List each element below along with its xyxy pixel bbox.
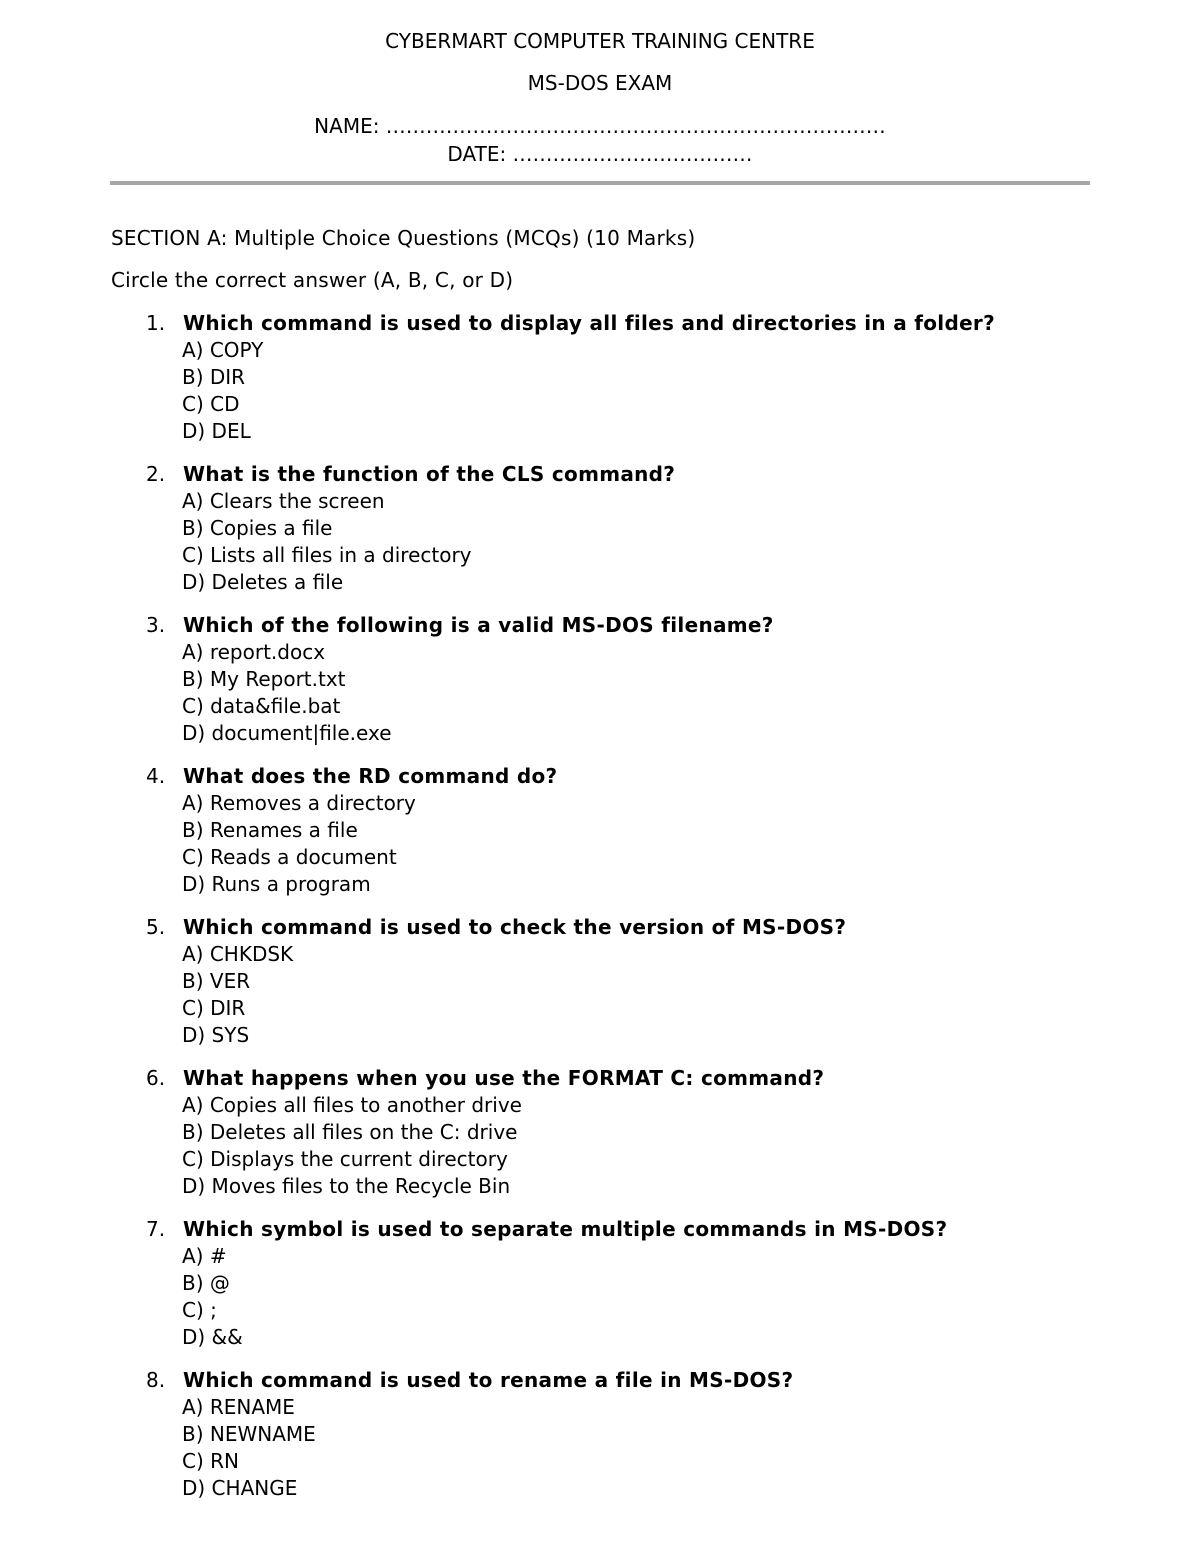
question-6 [146,1065,1146,1200]
question-1 [146,310,1146,445]
option-d[interactable]: D) Moves files to the Recycle Bin [182,1174,511,1198]
option-b[interactable]: B) Copies a file [182,516,333,540]
option-a[interactable]: A) # [182,1244,227,1268]
option-d[interactable]: D) DEL [182,419,251,443]
exam-title: MS-DOS EXAM [527,71,673,95]
option-c[interactable]: C) Lists all files in a directory [182,543,472,567]
question-8 [146,1367,1146,1502]
option-c[interactable]: C) CD [182,392,240,416]
question-2 [146,461,1146,596]
question-text: What does the RD command do? [183,764,558,788]
option-b[interactable]: B) Renames a file [182,818,358,842]
option-a[interactable]: A) report.docx [182,640,326,664]
option-a[interactable]: A) Copies all files to another drive [182,1093,522,1117]
question-7 [146,1216,1146,1351]
option-b[interactable]: B) DIR [182,365,246,389]
option-d[interactable]: D) Runs a program [182,872,371,896]
option-c[interactable]: C) Reads a document [182,845,397,869]
question-text: Which of the following is a valid MS-DOS filename? [183,613,774,637]
option-c[interactable]: C) ; [182,1298,217,1322]
name-line: NAME: ………………………………………………………………… [314,114,886,138]
question-text: What is the function of the CLS command? [183,462,676,486]
question-number: 4. [146,764,166,788]
option-b[interactable]: B) @ [182,1271,230,1295]
option-d[interactable]: D) CHANGE [182,1476,298,1500]
question-text: Which symbol is used to separate multiple commands in MS-DOS? [183,1217,948,1241]
section-instruction: Circle the correct answer (A, B, C, or D) [111,268,514,292]
option-a[interactable]: A) COPY [182,338,264,362]
option-c[interactable]: C) RN [182,1449,239,1473]
option-a[interactable]: A) RENAME [182,1395,295,1419]
question-number: 3. [146,613,166,637]
option-c[interactable]: C) data&file.bat [182,694,341,718]
question-number: 2. [146,462,166,486]
option-c[interactable]: C) DIR [182,996,246,1020]
option-a[interactable]: A) CHKDSK [182,942,294,966]
option-b[interactable]: B) NEWNAME [182,1422,316,1446]
question-text: What happens when you use the FORMAT C: command? [183,1066,825,1090]
option-b[interactable]: B) My Report.txt [182,667,346,691]
section-title: SECTION A: Multiple Choice Questions (MCQs) (10 Marks) [111,226,696,250]
question-text: Which command is used to check the version of MS-DOS? [183,915,847,939]
option-a[interactable]: A) Removes a directory [182,791,416,815]
option-b[interactable]: B) VER [182,969,251,993]
option-c[interactable]: C) Displays the current directory [182,1147,508,1171]
option-d[interactable]: D) Deletes a file [182,570,344,594]
question-number: 8. [146,1368,166,1392]
option-b[interactable]: B) Deletes all files on the C: drive [182,1120,518,1144]
question-number: 1. [146,311,166,335]
question-number: 5. [146,915,166,939]
question-text: Which command is used to display all files and directories in a folder? [183,311,995,335]
question-4 [146,763,1146,898]
option-d[interactable]: D) SYS [182,1023,250,1047]
option-d[interactable]: D) document|file.exe [182,721,392,745]
date-line: DATE: ……………………………… [447,142,753,166]
option-d[interactable]: D) && [182,1325,243,1349]
centre-name: CYBERMART COMPUTER TRAINING CENTRE [385,29,815,53]
question-number: 6. [146,1066,166,1090]
question-5 [146,914,1146,1049]
question-number: 7. [146,1217,166,1241]
question-3 [146,612,1146,747]
option-a[interactable]: A) Clears the screen [182,489,385,513]
header-divider [110,181,1090,185]
question-text: Which command is used to rename a file in MS-DOS? [183,1368,794,1392]
